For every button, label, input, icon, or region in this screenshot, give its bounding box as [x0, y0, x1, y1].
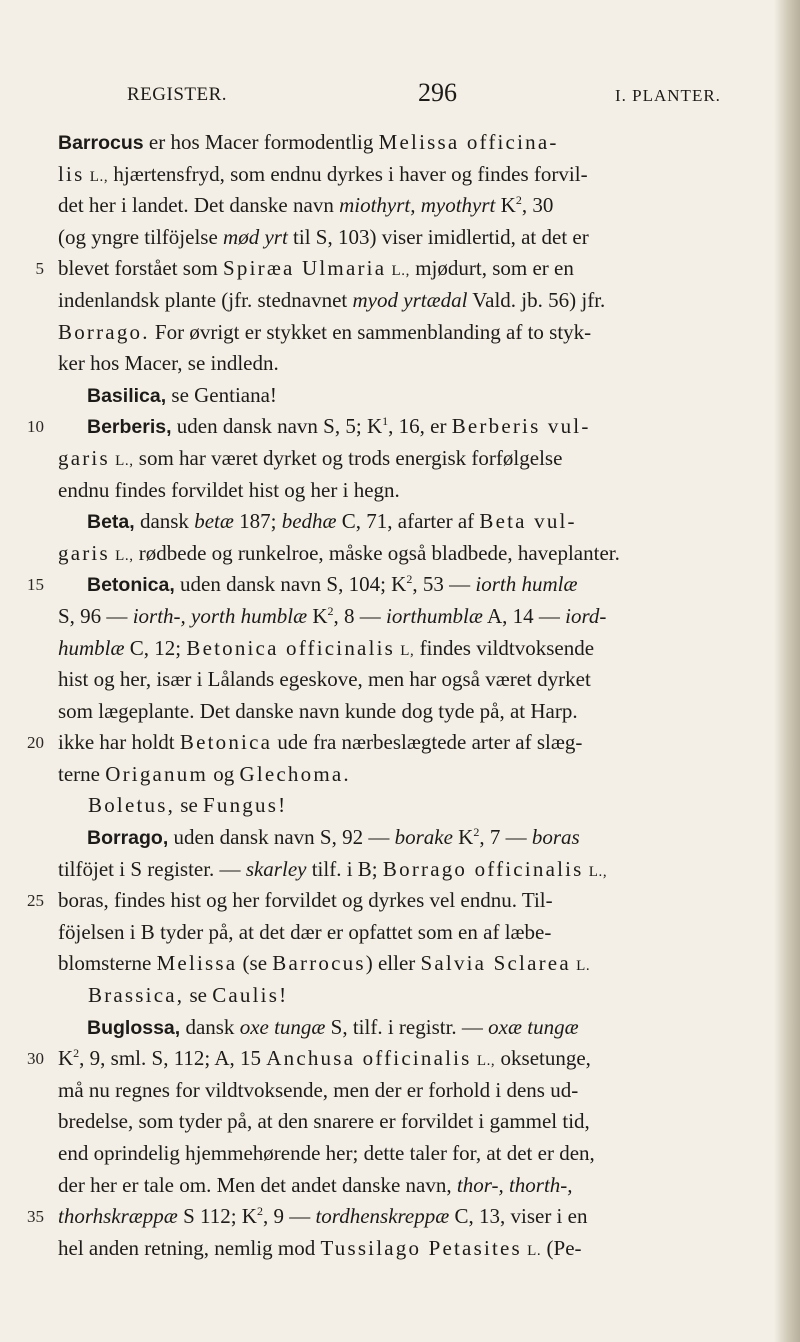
- text-line: [0, 443, 800, 475]
- text-line: [0, 917, 800, 949]
- text-line: [0, 885, 800, 917]
- line-text: tilföjet i S register. — skarley tilf. i B; Borrago officinalis L.,: [58, 856, 608, 881]
- text-line: [0, 190, 800, 222]
- line-text: blevet forstået som Spiræa Ulmaria L., mjødurt, som er en: [58, 256, 574, 281]
- text-line: [0, 411, 800, 443]
- text-line: [0, 569, 800, 601]
- text-line: [0, 506, 800, 538]
- text-line: [0, 1201, 800, 1233]
- line-text: indenlandsk plante (jfr. stednavnet myod yrtædal Vald. jb. 56) jfr.: [58, 287, 606, 312]
- line-number: 25: [27, 891, 44, 911]
- text-line: [0, 1170, 800, 1202]
- line-number: 10: [27, 417, 44, 437]
- text-line: [0, 538, 800, 570]
- text-line: [0, 759, 800, 791]
- line-text: boras, findes hist og her forvildet og dyrkes vel endnu. Til-: [58, 888, 553, 913]
- text-line: [0, 980, 800, 1012]
- line-text: Berberis, uden dansk navn S, 5; $K^1$, 16, er Berberis vul-: [87, 414, 591, 439]
- text-line: [0, 380, 800, 412]
- line-text: Brassica, se Caulis!: [88, 983, 289, 1008]
- line-text: Buglossa, dansk oxe tungæ S, tilf. i registr. — oxæ tungæ: [87, 1014, 579, 1039]
- line-text: garis L., som har været dyrket og trods energisk forfølgelse: [58, 445, 563, 470]
- line-text: der her er tale om. Men det andet danske navn, thor-, thorth-,: [58, 1172, 573, 1197]
- line-text: Betonica, uden dansk navn S, 104; $K^2$, 53 — iorth humlæ: [87, 572, 578, 597]
- text-line: [0, 1138, 800, 1170]
- line-number: 20: [27, 733, 44, 753]
- line-text: som lægeplante. Det danske navn kunde dog tyde på, at Harp.: [58, 698, 578, 723]
- text-line: [0, 790, 800, 822]
- text-line: [0, 127, 800, 159]
- line-number: 15: [27, 575, 44, 595]
- text-line: [0, 159, 800, 191]
- line-text: ikke har holdt Betonica ude fra nærbeslægtede arter af slæg-: [58, 730, 583, 755]
- text-line: [0, 285, 800, 317]
- line-text: garis L., rødbede og runkelroe, måske også bladbede, haveplanter.: [58, 540, 620, 565]
- text-line: [0, 253, 800, 285]
- line-text: (og yngre tilföjelse mød yrt til S, 103) viser imidlertid, at det er: [58, 224, 589, 249]
- line-text: Barrocus er hos Macer formodentlig Melissa officina-: [58, 130, 559, 154]
- header-chapter-title: I. PLANTER.: [615, 86, 721, 105]
- text-line: [0, 601, 800, 633]
- text-line: [0, 1233, 800, 1265]
- line-text: $K^2$, 9, sml. S, 112; A, 15 Anchusa officinalis L., oksetunge,: [58, 1046, 591, 1071]
- line-text: föjelsen i B tyder på, at det dær er opfattet som en af læbe-: [58, 919, 552, 944]
- line-number: 35: [27, 1207, 44, 1227]
- text-line: [0, 317, 800, 349]
- line-text: end oprindelig hjemmehørende her; dette taler for, at det er den,: [58, 1141, 595, 1165]
- line-text: må nu regnes for vildtvoksende, men der er forhold i dens ud-: [58, 1077, 579, 1102]
- text-line: [0, 1106, 800, 1138]
- line-text: Boletus, se Fungus!: [88, 793, 288, 818]
- line-text: S, 96 — iorth-, yorth humblæ $K^2$, 8 — iorthumblæ A, 14 — iord-: [58, 603, 607, 628]
- text-line: [0, 822, 800, 854]
- page-number: 296: [418, 78, 457, 107]
- line-text: endnu findes forvildet hist og her i hegn.: [58, 477, 400, 502]
- line-text: Borrago. For øvrigt er stykket en sammenblanding af to styk-: [58, 319, 592, 344]
- line-text: lis L., hjærtensfryd, som endnu dyrkes i haver og findes forvil-: [58, 161, 588, 186]
- line-text: blomsterne Melissa (se Barrocus) eller Salvia Sclarea L.: [58, 951, 591, 976]
- line-text: hel anden retning, nemlig mod Tussilago Petasites L. (Pe-: [58, 1235, 582, 1260]
- text-line: [0, 664, 800, 696]
- line-text: ker hos Macer, se indledn.: [58, 351, 279, 376]
- line-text: Beta, dansk betæ 187; bedhæ C, 71, afarter af Beta vul-: [87, 509, 577, 534]
- line-text: det her i landet. Det danske navn miothyrt, myothyrt $K^2$, 30: [58, 193, 554, 218]
- line-text: thorhskræppæ S 112; $K^2$, 9 — tordhenskreppæ C, 13, viser i en: [58, 1204, 588, 1229]
- text-line: [0, 633, 800, 665]
- text-line: [0, 348, 800, 380]
- text-line: [0, 1075, 800, 1107]
- line-text: Borrago, uden dansk navn S, 92 — borake $K^2$, 7 — boras: [87, 825, 580, 850]
- text-line: [0, 1043, 800, 1075]
- register-text: [0, 127, 800, 1264]
- header-section-title: REGISTER.: [127, 84, 228, 105]
- text-line: [0, 854, 800, 886]
- line-text: terne Origanum og Glechoma.: [58, 761, 351, 786]
- running-header: [0, 72, 800, 112]
- text-line: [0, 727, 800, 759]
- text-line: [0, 1012, 800, 1044]
- text-line: [0, 475, 800, 507]
- text-line: [0, 222, 800, 254]
- line-text: bredelse, som tyder på, at den snarere er forvildet i gammel tid,: [58, 1109, 590, 1134]
- text-line: [0, 948, 800, 980]
- text-line: [0, 696, 800, 728]
- line-number: 5: [35, 259, 44, 279]
- line-text: hist og her, især i Lålands egeskove, men har også været dyrket: [58, 667, 591, 692]
- line-text: humblæ C, 12; Betonica officinalis L, findes vildtvoksende: [58, 635, 595, 660]
- line-text: Basilica, se Gentiana!: [87, 382, 277, 407]
- line-number: 30: [27, 1049, 44, 1069]
